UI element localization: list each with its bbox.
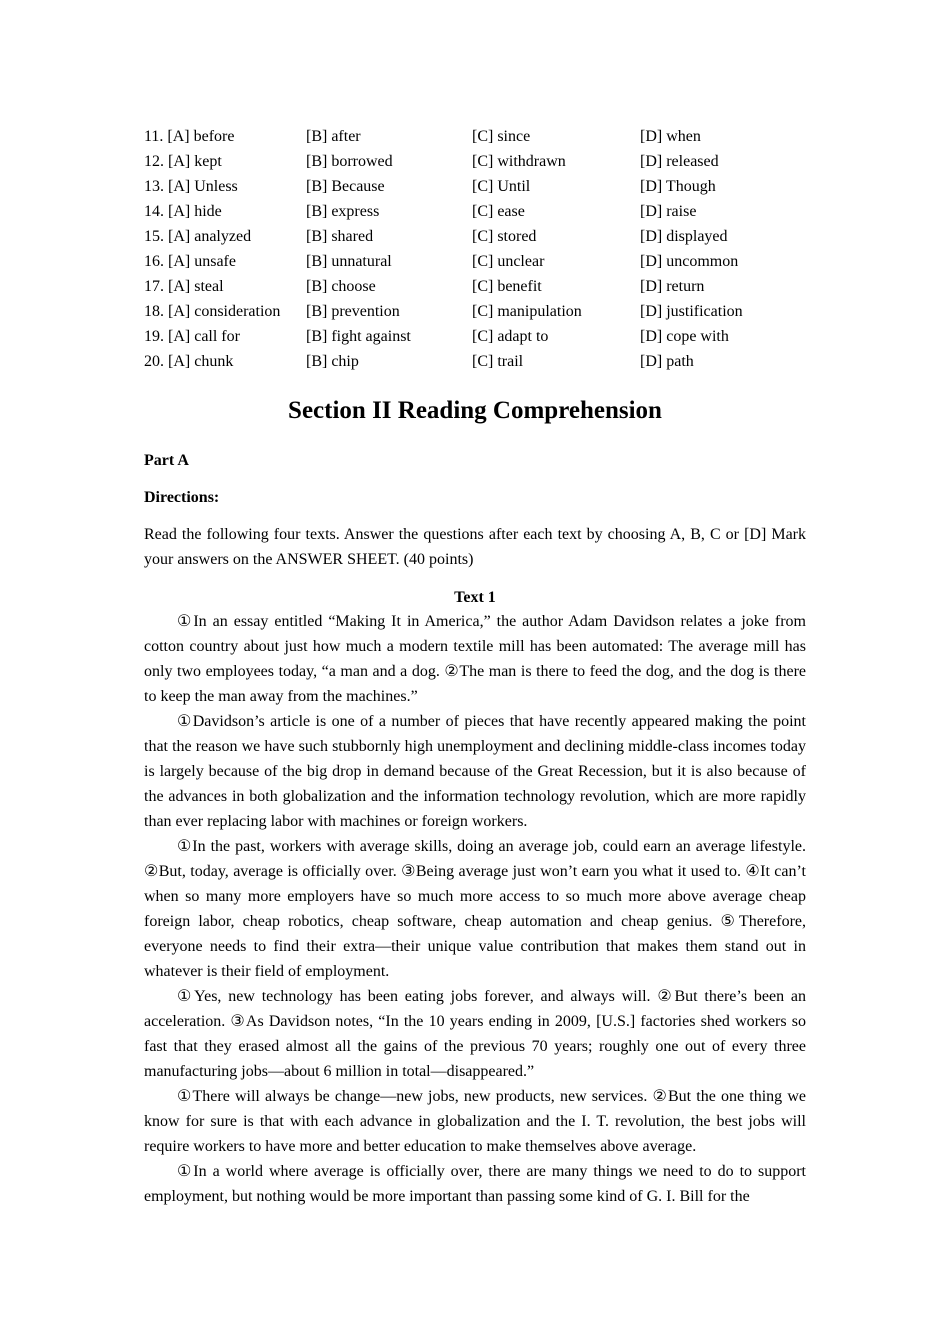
option-d: [D] released	[640, 153, 719, 170]
option-c: [C] Until	[472, 178, 531, 195]
option-a: 20. [A] chunk	[144, 353, 234, 370]
section-title: Section II Reading Comprehension	[288, 397, 662, 424]
option-row	[144, 324, 806, 349]
option-d: [D] return	[640, 278, 705, 295]
option-a: 15. [A] analyzed	[144, 228, 252, 245]
option-c: [C] benefit	[472, 278, 542, 295]
passage-paragraph: ①Davidson’s article is one of a number of pieces that have recently appeared making the point that the reason we have such stubbornly high unemployment and declining middle-class incomes today is largely because of the big drop in demand because of the Great Recession, but it is also because of the advances in both globalization and the information technology revolution, which are more rapidly than ever replacing labor with machines or foreign workers.	[144, 713, 806, 830]
option-c: [C] trail	[472, 353, 524, 370]
option-b: [B] borrowed	[306, 153, 393, 170]
option-c: [C] stored	[472, 228, 537, 245]
option-b: [B] prevention	[306, 303, 400, 320]
option-row	[144, 349, 806, 374]
option-a: 14. [A] hide	[144, 203, 222, 220]
option-a: 18. [A] consideration	[144, 303, 281, 320]
option-d: [D] displayed	[640, 228, 728, 245]
option-row	[144, 299, 806, 324]
option-b: [B] after	[306, 128, 361, 145]
option-a: 16. [A] unsafe	[144, 253, 236, 270]
option-row	[144, 274, 806, 299]
option-row	[144, 149, 806, 174]
part-label: Part A	[144, 452, 189, 469]
option-b: [B] express	[306, 203, 380, 220]
option-b: [B] fight against	[306, 328, 411, 345]
option-row	[144, 174, 806, 199]
option-d: [D] cope with	[640, 328, 729, 345]
option-a: 12. [A] kept	[144, 153, 222, 170]
option-row	[144, 224, 806, 249]
option-b: [B] choose	[306, 278, 376, 295]
option-d: [D] path	[640, 353, 694, 370]
option-d: [D] Though	[640, 178, 716, 195]
option-row	[144, 199, 806, 224]
passage-body	[144, 609, 806, 1209]
option-b: [B] chip	[306, 353, 359, 370]
option-c: [C] withdrawn	[472, 153, 566, 170]
option-d: [D] uncommon	[640, 253, 739, 270]
option-row	[144, 249, 806, 274]
option-c: [C] manipulation	[472, 303, 582, 320]
option-a: 11. [A] before	[144, 128, 235, 145]
passage-paragraph: ①In an essay entitled “Making It in America,” the author Adam Davidson relates a joke from cotton country about just how much a modern textile mill has been automated: The average mill has only two employees today, “a man and a dog. ②The man is there to feed the dog, and the dog is there to keep the man away from the machines.”	[144, 613, 806, 705]
directions-text: Read the following four texts. Answer the questions after each text by choosing A, B, C or [D] Mark your answers on the ANSWER SHEET. (40 points)	[144, 526, 806, 568]
option-b: [B] unnatural	[306, 253, 392, 270]
passage-paragraph: ①In the past, workers with average skills, doing an average job, could earn an average lifestyle. ②But, today, average is officially over. ③Being average just won’t earn you what it used to. ④It can’t when so many more employers have so much more access to so much more above average cheap foreign labor, cheap robotics, cheap software, cheap automation and cheap genius. ⑤Therefore, everyone needs to find their extra—their unique value contribution that makes them stand out in whatever is their field of employment.	[144, 838, 806, 980]
passage-paragraph: ①Yes, new technology has been eating jobs forever, and always will. ②But there’s been an acceleration. ③As Davidson notes, “In the 10 years ending in 2009, [U.S.] factories shed workers so fast that they erased almost all the gains of the previous 70 years; roughly one out of every three manufacturing jobs—about 6 million in total—disappeared.”	[144, 988, 806, 1080]
option-row	[144, 124, 806, 149]
option-c: [C] adapt to	[472, 328, 549, 345]
passage-paragraph: ①In a world where average is officially over, there are many things we need to do to support employment, but nothing would be more important than passing some kind of G. I. Bill for the	[144, 1163, 806, 1205]
option-b: [B] Because	[306, 178, 385, 195]
option-d: [D] when	[640, 128, 701, 145]
option-c: [C] ease	[472, 203, 525, 220]
option-c: [C] since	[472, 128, 531, 145]
option-c: [C] unclear	[472, 253, 545, 270]
option-d: [D] raise	[640, 203, 697, 220]
text-title: Text 1	[454, 589, 496, 606]
option-d: [D] justification	[640, 303, 743, 320]
option-a: 13. [A] Unless	[144, 178, 238, 195]
answer-options-list	[144, 124, 806, 374]
option-a: 19. [A] call for	[144, 328, 240, 345]
option-a: 17. [A] steal	[144, 278, 224, 295]
option-b: [B] shared	[306, 228, 374, 245]
directions-label: Directions:	[144, 489, 220, 506]
passage-paragraph: ①There will always be change—new jobs, new products, new services. ②But the one thing we know for sure is that with each advance in globalization and the I. T. revolution, the best jobs will require workers to have more and better education to make themselves above average.	[144, 1088, 806, 1155]
